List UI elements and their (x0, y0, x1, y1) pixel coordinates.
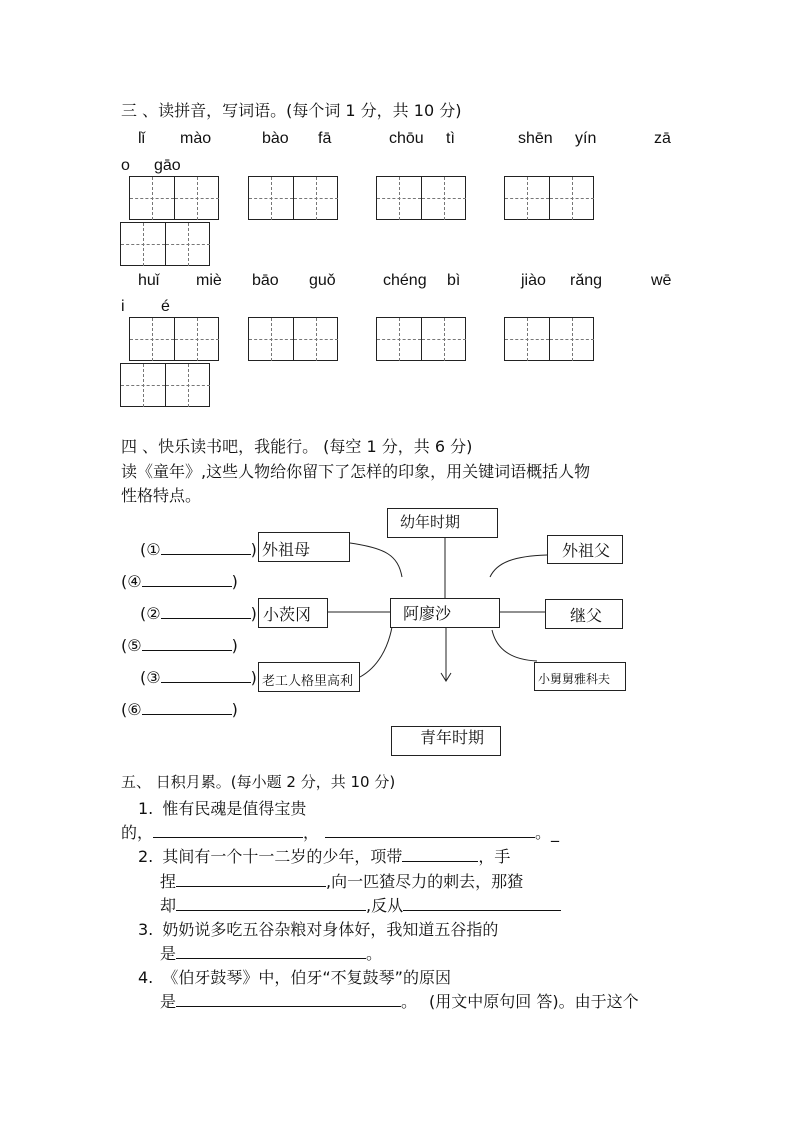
pinyin: chōu (389, 130, 424, 147)
pinyin: huǐ (138, 272, 160, 289)
node-label: 外祖母 (262, 540, 311, 559)
question-text: 却 (160, 896, 177, 915)
question-text: 是 (160, 944, 177, 963)
blank-label: (⑤ (121, 636, 142, 655)
question-text: (用文中原句回 答)。由于这个 (429, 992, 639, 1011)
answer-blank-1[interactable] (140, 538, 257, 559)
question-2 (138, 844, 510, 867)
question-text: 《伯牙鼓琴》中，伯牙“不复鼓琴”的原因 (162, 968, 451, 987)
pinyin: lǐ (138, 130, 146, 147)
question-text: 的， (121, 823, 154, 842)
section4-instruction: 性格特点。 (121, 486, 202, 505)
question-1-continued (121, 820, 559, 843)
answer-line[interactable] (325, 821, 535, 838)
blank-line[interactable] (161, 538, 251, 555)
pinyin: bào (262, 130, 289, 147)
node-alyosha (390, 598, 500, 628)
question-text: 捏 (160, 872, 177, 891)
blank-line[interactable] (161, 666, 251, 683)
blank-paren: ) (250, 604, 257, 623)
node-label: 阿廖沙 (403, 604, 452, 623)
pinyin: mào (180, 130, 212, 147)
node-uncle (534, 662, 626, 691)
question-3 (138, 917, 498, 940)
blank-line[interactable] (142, 570, 232, 587)
node-label: 老工人格里高利 (262, 674, 354, 689)
question-text: 惟有民魂是值得宝贵 (162, 799, 307, 818)
blank-label: (③ (140, 668, 161, 687)
blank-line[interactable] (142, 698, 232, 715)
pinyin: bì (447, 272, 461, 289)
pinyin: é (161, 298, 170, 315)
node-xiaoqiao (258, 598, 328, 628)
question-text: ， (303, 823, 320, 842)
pinyin: bāo (252, 272, 279, 289)
blank-label: (⑥ (121, 700, 142, 719)
blank-label: (④ (121, 572, 142, 591)
answer-blank-2[interactable] (140, 602, 257, 623)
pinyin: miè (196, 272, 222, 289)
pinyin: yín (575, 130, 597, 147)
connector-line (490, 555, 547, 577)
question-text: 。 (401, 992, 418, 1011)
answer-blank-5[interactable] (121, 634, 238, 655)
question-text: 。 (366, 944, 383, 963)
blank-paren: ) (231, 572, 238, 591)
node-childhood (387, 508, 498, 538)
node-label: 青年时期 (420, 728, 485, 747)
connector-line (492, 630, 537, 661)
node-stepfather (545, 599, 623, 629)
connector-line (360, 627, 392, 677)
node-label: 外祖父 (562, 541, 611, 560)
question-text: ,反从 (366, 896, 404, 915)
section4-instruction: 读《童年》,这些人物给你留下了怎样的印象，用关键词语概括人物 (121, 462, 591, 481)
answer-line[interactable] (403, 894, 561, 911)
connector-line (350, 543, 402, 577)
answer-blank-3[interactable] (140, 666, 257, 687)
pinyin: gāo (154, 157, 181, 174)
blank-label: (① (140, 540, 161, 559)
pinyin: fā (318, 130, 332, 147)
answer-line[interactable] (402, 845, 478, 862)
question-text: 其间有一个十一二岁的少年，项带 (162, 847, 403, 866)
blank-paren: ) (231, 636, 238, 655)
blank-label: (② (140, 604, 161, 623)
blank-paren: ) (231, 700, 238, 719)
node-grandmother (258, 532, 350, 562)
blank-paren: ) (250, 668, 257, 687)
blank-paren: ) (250, 540, 257, 559)
node-youth (391, 726, 501, 756)
question-3-continued (160, 941, 382, 964)
blank-line[interactable] (161, 602, 251, 619)
question-4 (138, 965, 451, 988)
node-grandfather (547, 535, 623, 564)
question-number: 2. (138, 847, 154, 866)
node-label: 小茨冈 (263, 605, 312, 624)
question-2-line2 (160, 869, 523, 892)
blank-line[interactable] (142, 634, 232, 651)
answer-line[interactable] (176, 870, 326, 887)
question-2-line3 (160, 893, 561, 916)
pinyin: i (121, 298, 125, 315)
question-number: 3. (138, 920, 154, 939)
answer-line[interactable] (153, 821, 303, 838)
pinyin: shēn (518, 130, 553, 147)
question-4-continued (160, 989, 639, 1012)
node-label: 继父 (570, 606, 603, 625)
pinyin: wē (651, 272, 672, 289)
question-text: 奶奶说多吃五谷杂粮对身体好，我知道五谷指的 (162, 920, 499, 939)
answer-line[interactable] (176, 990, 401, 1007)
pinyin: jiào (521, 272, 546, 289)
section3-title: 三 、读拼音，写词语。(每个词 1 分，共 10 分) (121, 101, 462, 120)
question-1 (138, 796, 306, 819)
question-text: 。_ (535, 823, 560, 842)
answer-line[interactable] (176, 894, 366, 911)
pinyin: rǎng (570, 272, 603, 289)
answer-blank-6[interactable] (121, 698, 238, 719)
section4-title: 四 、快乐读书吧，我能行。 (每空 1 分，共 6 分) (121, 437, 473, 456)
pinyin: tì (446, 130, 455, 147)
pinyin: o (121, 157, 130, 174)
pinyin: zā (654, 130, 671, 147)
question-text: 是 (160, 992, 177, 1011)
answer-blank-4[interactable] (121, 570, 238, 591)
question-number: 4. (138, 968, 154, 987)
question-number: 1. (138, 799, 154, 818)
node-old-worker (258, 662, 360, 692)
question-text: ,向一匹猹尽力的刺去，那猹 (326, 872, 524, 891)
node-label: 小舅舅雅科夫 (538, 672, 611, 686)
question-text: ，手 (478, 847, 511, 866)
node-label: 幼年时期 (400, 513, 461, 531)
pinyin: guǒ (309, 272, 336, 289)
section5-title: 五、 日积月累。(每小题 2 分，共 10 分) (121, 773, 396, 791)
pinyin: chéng (383, 272, 427, 289)
answer-line[interactable] (176, 942, 366, 959)
